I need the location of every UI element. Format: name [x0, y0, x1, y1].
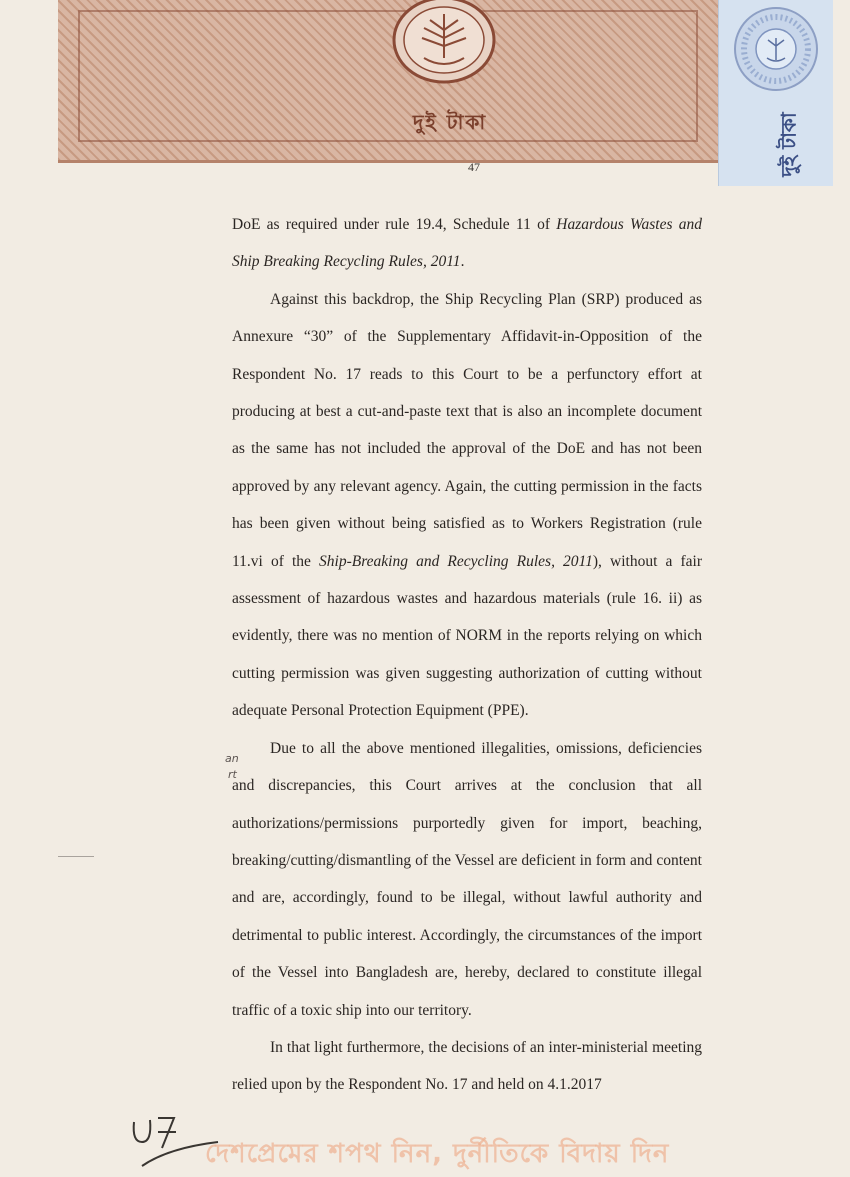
margin-note-2: rt	[228, 768, 237, 781]
margin-mark	[58, 856, 94, 857]
rosette-emblem-icon	[733, 6, 819, 92]
rules-citation: Hazardous Wastes and Ship Breaking Recycling Rules, 2011	[232, 216, 702, 271]
revenue-stamp-value: দুই টাকা	[776, 112, 801, 177]
margin-note-1: an	[225, 752, 239, 765]
rules-citation-2: Ship-Breaking and Recycling Rules, 2011	[319, 552, 593, 570]
paragraph-1-end: .	[460, 253, 465, 271]
paragraph-2-text: Against this backdrop, the Ship Recycling Plan (SRP) produced as Annexure “30” of the Supplementary Affidavit-in-Opposition of the Respondent No. 17 reads to this Court to be a perfunctory effort at producing at best a cut-and-paste text that is also an incomplete document as the same has not included the approval of the DoE and has not been approved by any relevant agency. Again, the cutting permission in the facts has been given without being satisfied as to Workers Registration (rule 11.vi of the	[232, 290, 702, 570]
national-emblem-icon	[388, 0, 500, 90]
revenue-stamp	[718, 0, 833, 186]
paragraph-3: Due to all the above mentioned illegalities, omissions, deficiencies and discrepancies, this Court arrives at the conclusion that all authorizations/permissions purportedly given for import, beaching, breaking/cutting/dismantling of the Vessel are deficient in form and content and are, accordingly, found to be illegal, without lawful authority and detrimental to public interest. Accordingly, the circumstances of the import of the Vessel into Bangladesh are, hereby, declared to constitute illegal traffic of a toxic ship into our territory.	[232, 739, 702, 1019]
judgment-text	[232, 206, 702, 1104]
paragraph-2-text-end: ), without a fair assessment of hazardous wastes and hazardous materials (rule 16. ii) as evidently, there was no mention of NORM in the reports relying on which cutting permission was given suggesting authorization of cutting without adequate Personal Protection Equipment (PPE).	[232, 552, 702, 720]
paragraph-1-text: DoE as required under rule 19.4, Schedule 11 of	[232, 216, 557, 233]
paragraph-4: In that light furthermore, the decisions of an inter-ministerial meeting relied upon by the Respondent No. 17 and held on 4.1.2017	[232, 1038, 702, 1094]
stamp-motto: দেশপ্রেমের শপথ নিন, দুর্নীতিকে বিদায় দিন	[205, 1139, 670, 1169]
page-number: 47	[468, 160, 480, 174]
paragraph-1	[232, 206, 702, 281]
paragraph-2	[232, 281, 702, 730]
stamp-value: দুই টাকা	[412, 110, 488, 134]
